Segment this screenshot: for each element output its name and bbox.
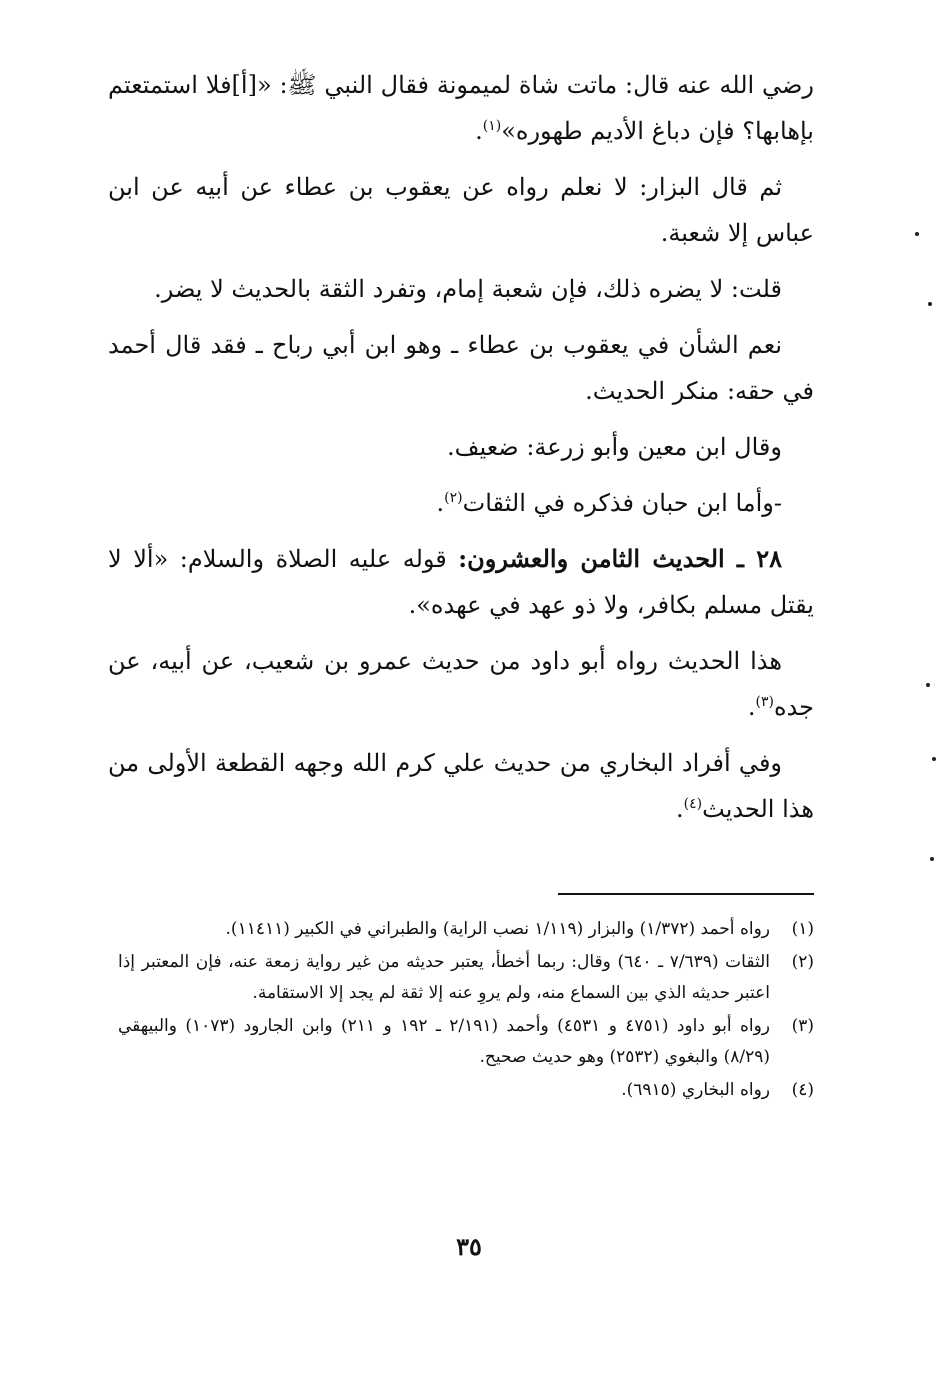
scan-speck bbox=[915, 232, 919, 236]
footnote-ref[interactable]: (١) bbox=[482, 118, 502, 134]
page-number: ٣٥ bbox=[456, 1232, 482, 1261]
scan-speck bbox=[928, 302, 932, 306]
footnote-separator bbox=[558, 893, 814, 895]
footnote-number: (٢) bbox=[791, 952, 814, 972]
footnote-ref[interactable]: (٤) bbox=[683, 796, 703, 812]
footnotes bbox=[118, 914, 814, 1108]
paragraph-end: . bbox=[475, 117, 483, 145]
scan-speck bbox=[930, 857, 934, 861]
paragraph-end: . bbox=[436, 489, 445, 517]
footnote-1 bbox=[118, 914, 814, 945]
paragraph-text: ثم قال البزار: لا نعلم رواه عن يعقوب بن عطاء عن أبيه عن ابن عباس إلا شعبة. bbox=[108, 173, 814, 247]
hadith-text: قوله عليه الصلاة والسلام: «ألا لا يقتل مسلم بكافر، ولا ذو عهد في عهده». bbox=[108, 545, 814, 619]
footnote-ref[interactable]: (٣) bbox=[755, 694, 774, 710]
hadith-heading: ٢٨ ـ الحديث الثامن والعشرون: bbox=[458, 544, 783, 573]
main-text bbox=[108, 62, 814, 842]
footnote-text: الثقات (٧/٦٣٩ ـ ٦٤٠) وقال: ربما أخطأ، يعتبر حديثه من غير رواية زمعة عنه، فإن المعتبر إذا اعتبر حديثه الذي بين السماع منه، ولم يروِ عنه إلا ثقة لم يجد إلا الاستقامة. bbox=[118, 952, 770, 1003]
paragraph-end: . bbox=[676, 795, 684, 823]
paragraph-end: . bbox=[747, 693, 756, 721]
paragraph-text: -وأما ابن حبان فذكره في الثقات bbox=[462, 489, 782, 517]
paragraph-text: وفي أفراد البخاري من حديث علي كرم الله وجهه القطعة الأولى من هذا الحديث bbox=[108, 749, 814, 823]
paragraph-text: وقال ابن معين وأبو زرعة: ضعيف. bbox=[447, 433, 782, 461]
footnote-text: رواه أبو داود (٤٧٥١ و ٤٥٣١) وأحمد (٢/١٩١ ـ ١٩٢ و ٢١١) وابن الجارود (١٠٧٣) والبيهقي (٨/٢٩) والبغوي (٢٥٣٢) وهو حديث صحيح. bbox=[118, 1016, 770, 1067]
paragraph-7 bbox=[108, 638, 814, 730]
paragraph-text: قلت: لا يضره ذلك، فإن شعبة إمام، وتفرد الثقة بالحديث لا يضر. bbox=[154, 275, 782, 303]
footnote-number: (٤) bbox=[791, 1080, 814, 1100]
paragraph-5 bbox=[108, 424, 814, 470]
footnote-number: (٣) bbox=[791, 1016, 814, 1036]
paragraph-text: نعم الشأن في يعقوب بن عطاء ـ وهو ابن أبي رباح ـ فقد قال أحمد في حقه: منكر الحديث. bbox=[108, 331, 814, 405]
scan-speck bbox=[926, 683, 930, 687]
hadith-28 bbox=[108, 536, 814, 628]
footnote-text: رواه أحمد (١/٣٧٢) والبزار (١/١١٩ نصب الراية) والطبراني في الكبير (١١٤١١). bbox=[225, 919, 770, 939]
paragraph-4 bbox=[108, 322, 814, 414]
footnote-3 bbox=[118, 1011, 814, 1073]
paragraph-1 bbox=[108, 62, 814, 154]
paragraph-3 bbox=[108, 266, 814, 312]
footnote-text: رواه البخاري (٦٩١٥). bbox=[621, 1080, 770, 1100]
scan-speck bbox=[932, 757, 936, 761]
paragraph-8 bbox=[108, 740, 814, 832]
footnote-2 bbox=[118, 947, 814, 1009]
footnote-4 bbox=[118, 1075, 814, 1106]
footnote-ref[interactable]: (٢) bbox=[444, 490, 463, 506]
paragraph-text: هذا الحديث رواه أبو داود من حديث عمرو بن شعيب، عن أبيه، عن جده bbox=[108, 647, 814, 721]
footnote-number: (١) bbox=[791, 919, 814, 939]
paragraph-text: رضي الله عنه قال: ماتت شاة لميمونة فقال النبي ﷺ: «[أ]فلا استمتعتم بإهابها؟ فإن دباغ الأديم طهوره» bbox=[108, 71, 814, 145]
paragraph-2 bbox=[108, 164, 814, 256]
paragraph-6 bbox=[108, 480, 814, 526]
